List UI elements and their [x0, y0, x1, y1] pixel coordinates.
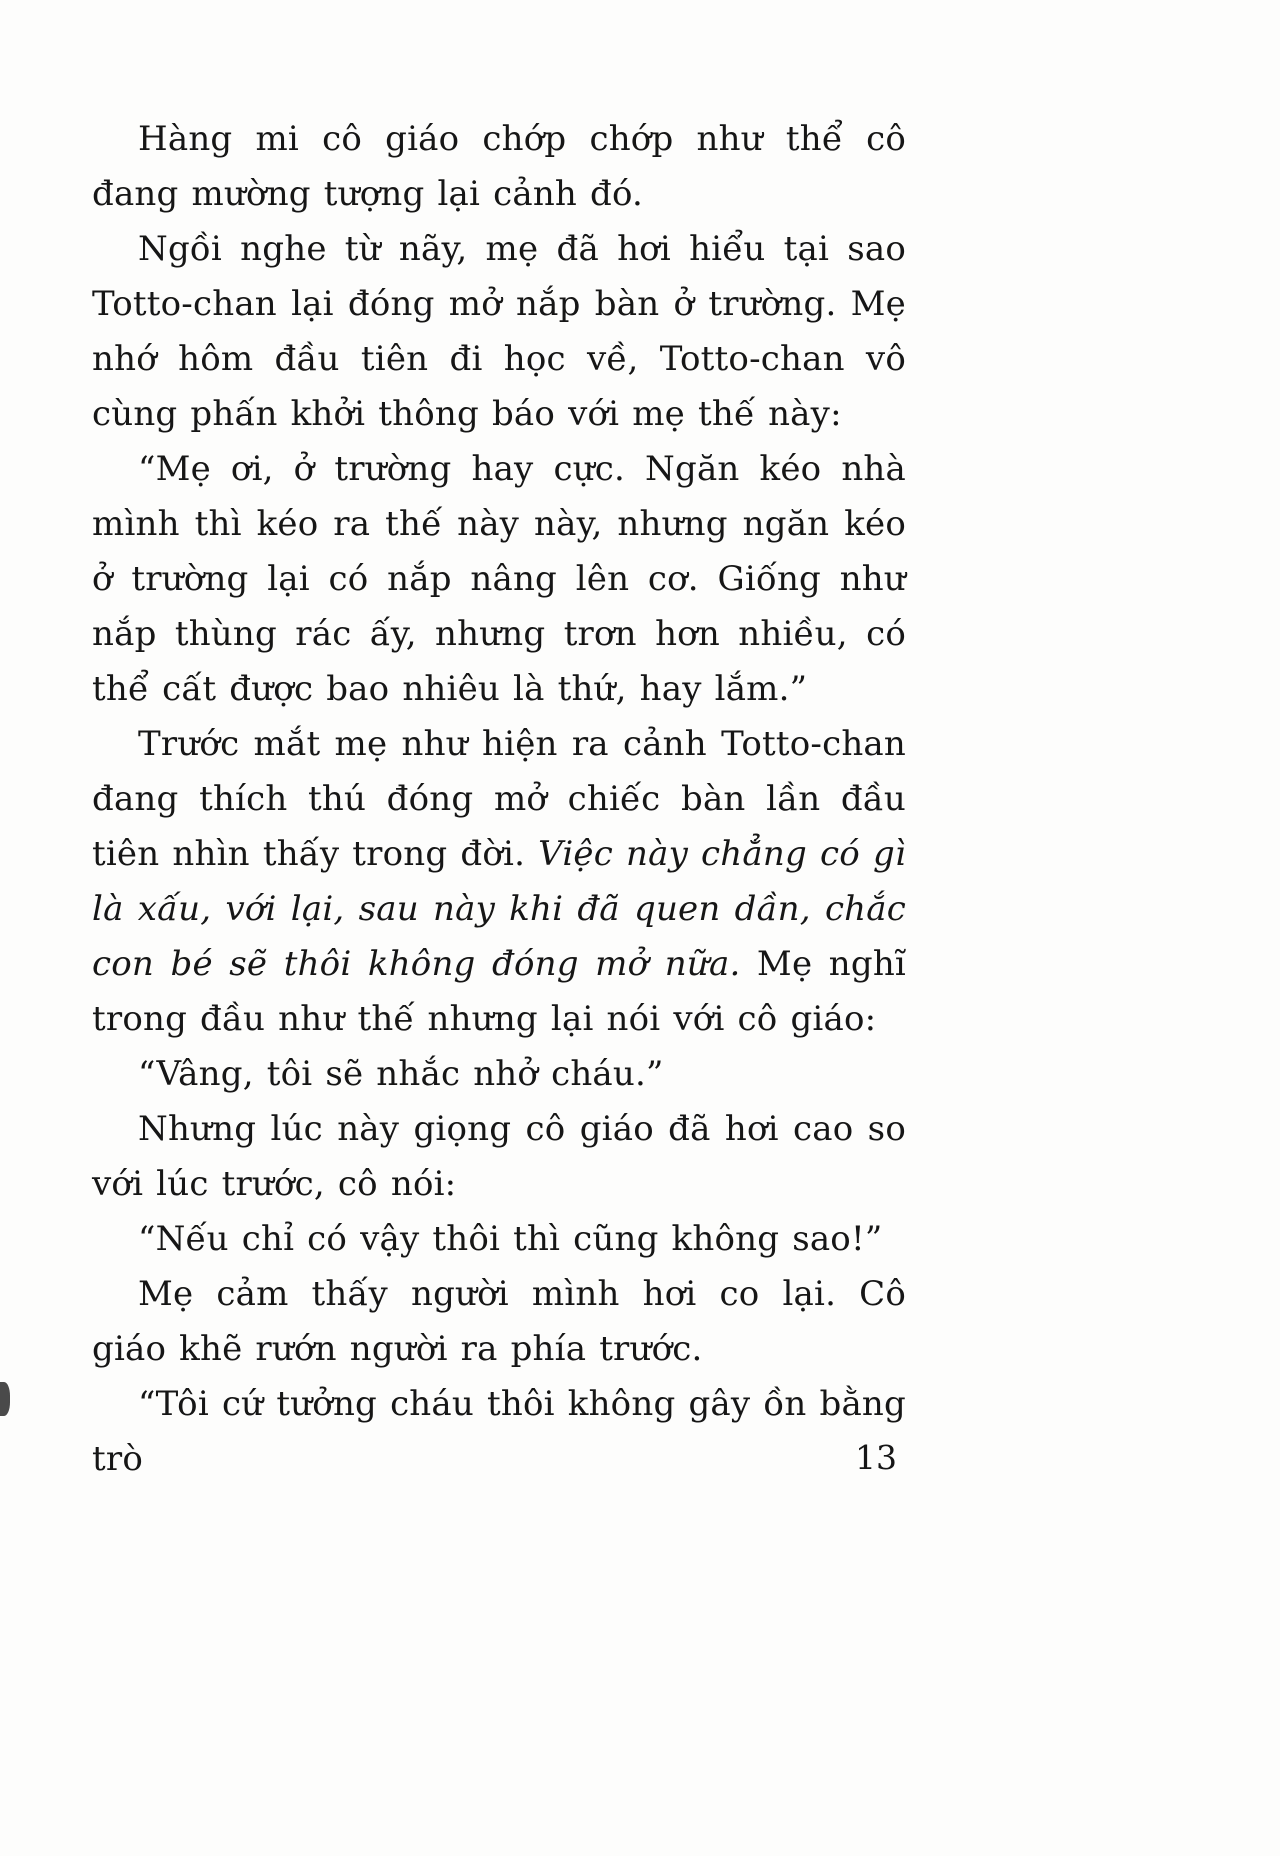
paragraph-text: “Mẹ ơi, ở trường hay cực. Ngăn kéo nhà mình thì kéo ra thế này này, nhưng ngăn kéo ở trường lại có nắp nâng lên cơ. Giống như nắp thùng rác ấy, nhưng trơn hơn nhiều, có thể cất được bao nhiêu là thứ, hay lắm.” [92, 449, 906, 709]
paragraph-text: Mẹ nghĩ trong đầu như thế nhưng lại nói với cô giáo: [92, 944, 906, 1039]
page-number: 13 [855, 1438, 897, 1477]
paragraph [92, 1212, 906, 1267]
paragraph-text-italic: Việc này chẳng có gì là xấu, với lại, sau này khi đã quen dần, chắc con bé sẽ thôi không đóng mở nữa. [92, 834, 906, 984]
paragraph-text: “Nếu chỉ có vậy thôi thì cũng không sao!” [138, 1219, 883, 1259]
paragraph [92, 112, 906, 222]
paragraph-text: “Vâng, tôi sẽ nhắc nhở cháu.” [138, 1054, 664, 1094]
paragraph-text: Nhưng lúc này giọng cô giáo đã hơi cao so với lúc trước, cô nói: [92, 1109, 906, 1204]
paragraph [92, 442, 906, 717]
paragraph-text: Mẹ cảm thấy người mình hơi co lại. Cô giáo khẽ rướn người ra phía trước. [92, 1274, 906, 1369]
paragraph-text: Ngồi nghe từ nãy, mẹ đã hơi hiểu tại sao Totto-chan lại đóng mở nắp bàn ở trường. Mẹ nhớ hôm đầu tiên đi học về, Totto-chan vô cùng phấn khởi thông báo với mẹ thế này: [92, 229, 906, 434]
paragraph [92, 222, 906, 442]
scan-artifact-mark [0, 1382, 10, 1416]
paragraph-text: Hàng mi cô giáo chớp chớp như thể cô đang mường tượng lại cảnh đó. [92, 119, 906, 214]
body-text [92, 112, 906, 1487]
paragraph-text: Trước mắt mẹ như hiện ra cảnh Totto-chan đang thích thú đóng mở chiếc bàn lần đầu tiên nhìn thấy trong đời. [92, 724, 906, 874]
paragraph [92, 1102, 906, 1212]
paragraph-text: “Tôi cứ tưởng cháu thôi không gây ồn bằng trò [92, 1384, 906, 1479]
paragraph [92, 1047, 906, 1102]
paragraph [92, 717, 906, 1047]
paragraph [92, 1377, 906, 1487]
paragraph [92, 1267, 906, 1377]
